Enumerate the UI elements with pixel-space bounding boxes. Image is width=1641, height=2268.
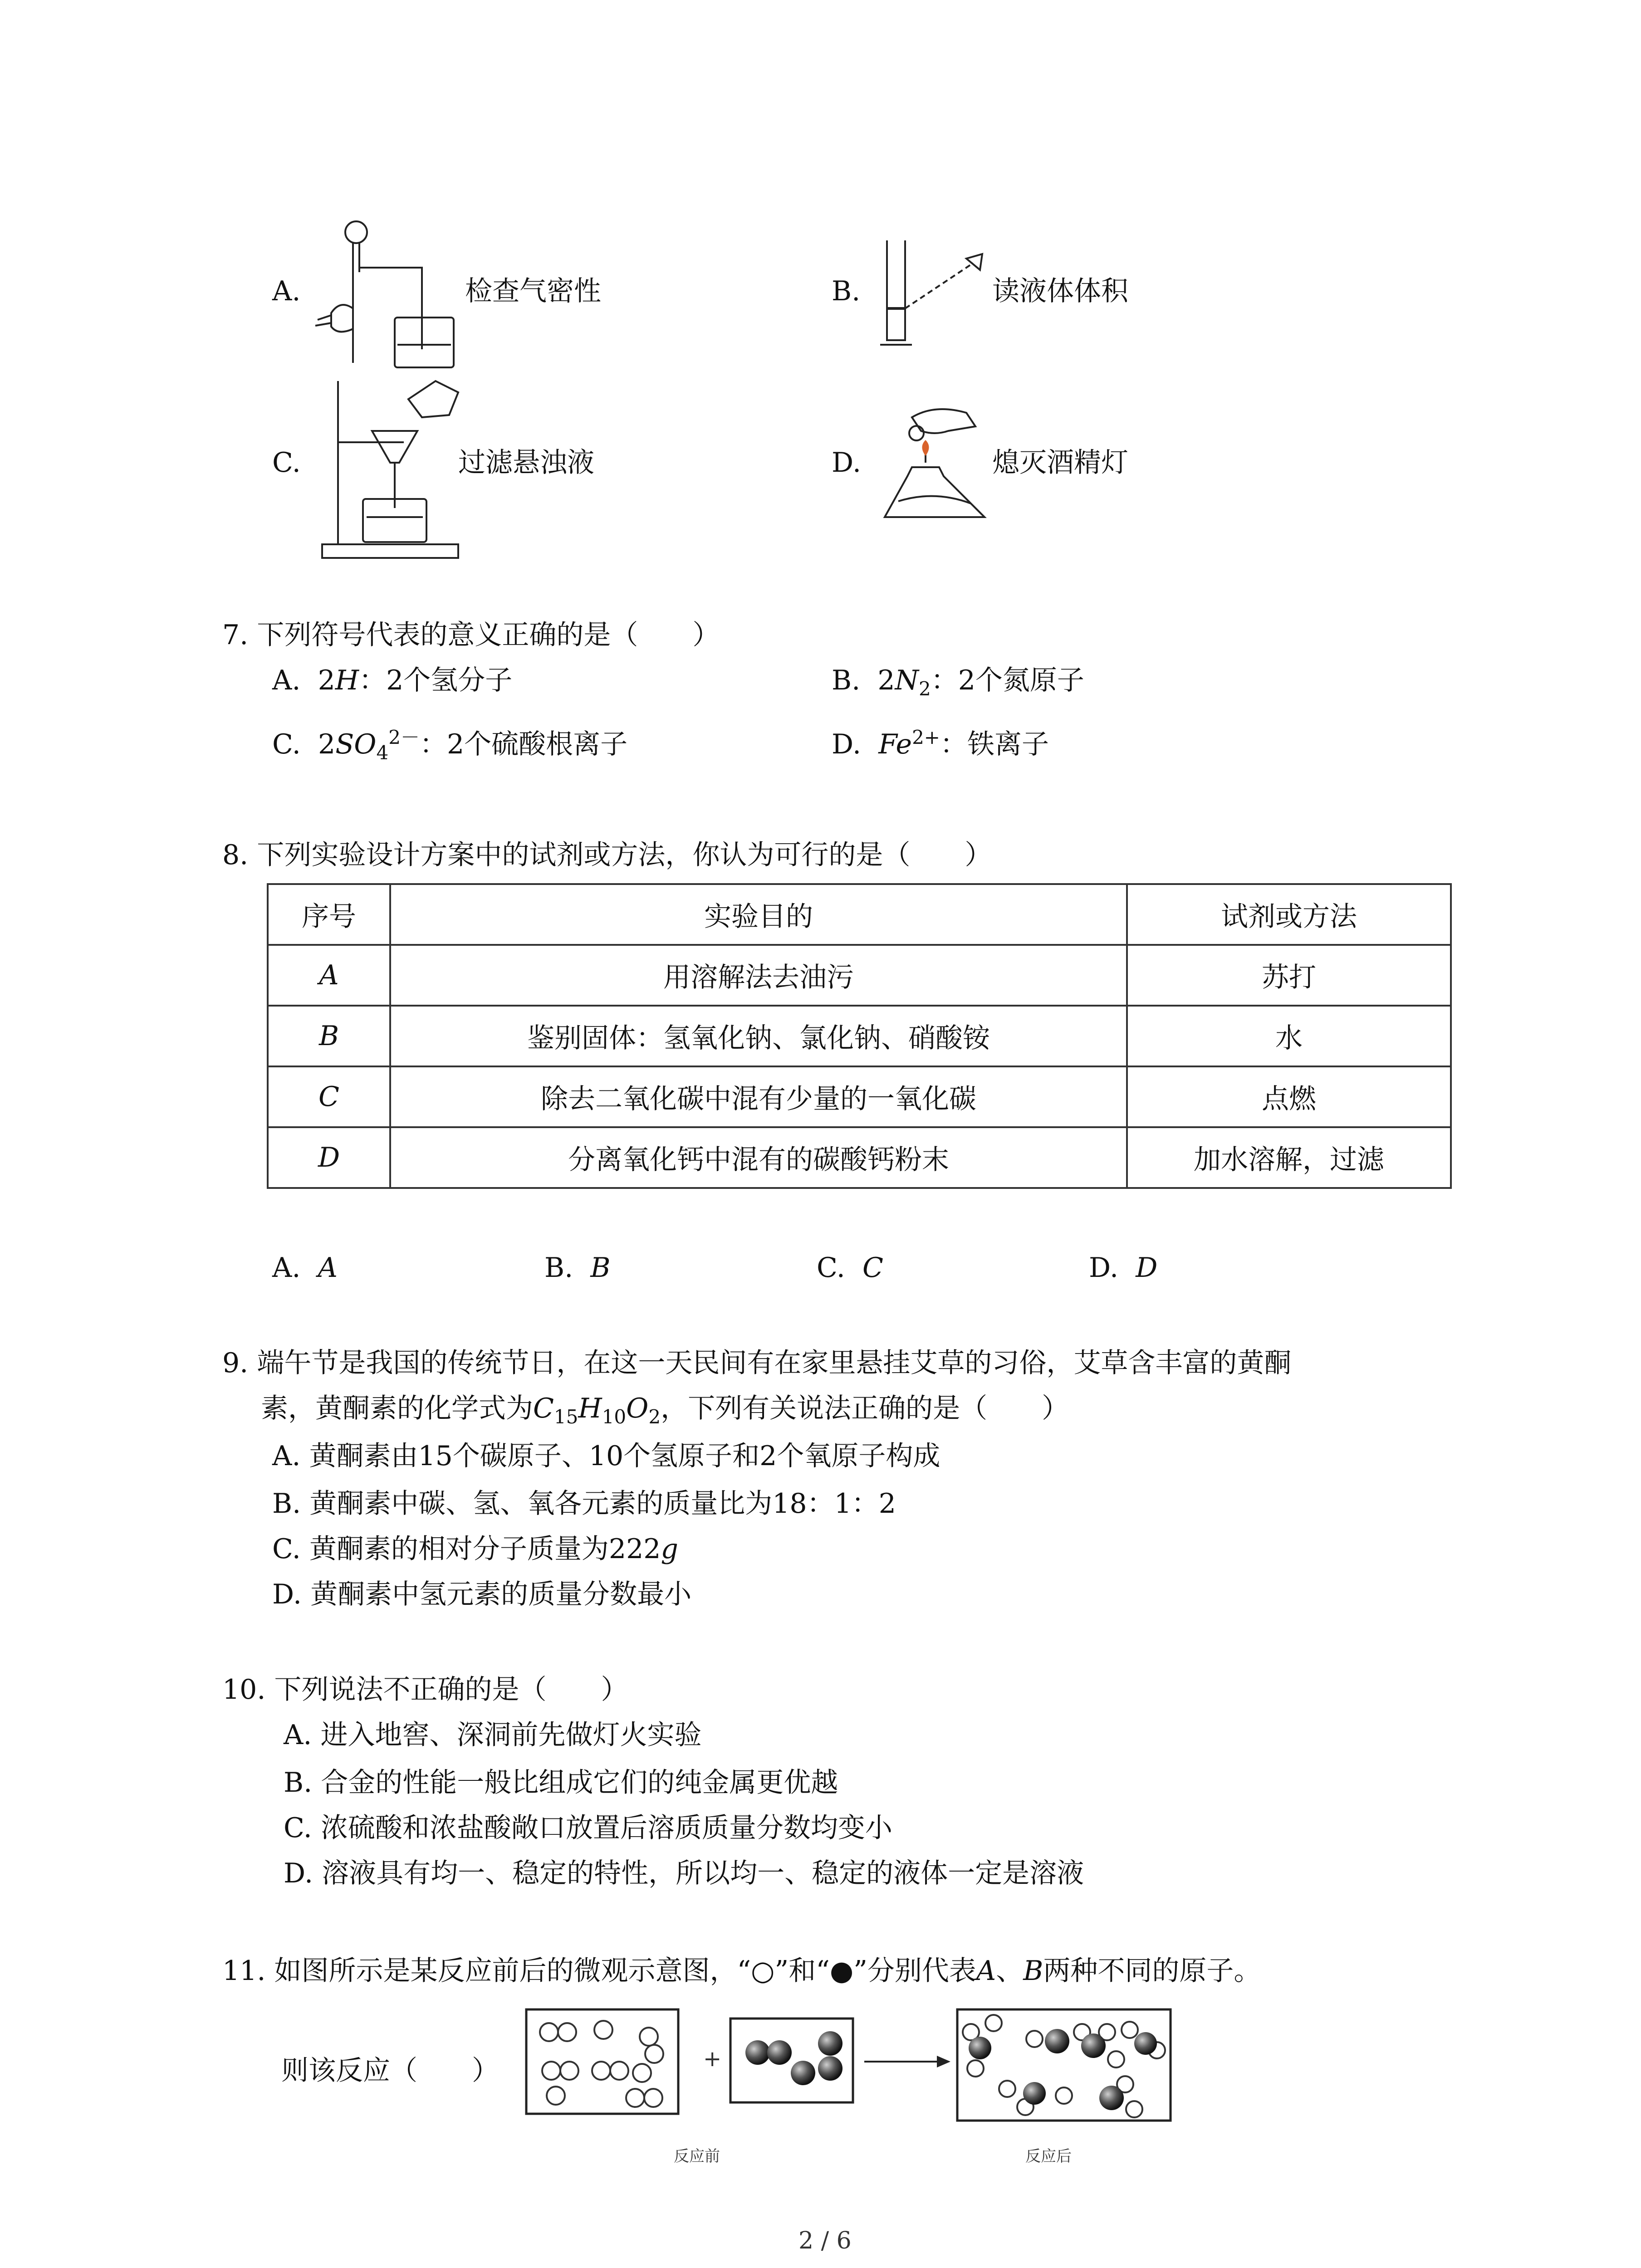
formula-h-sub: 10 [602,1406,627,1428]
q6-option-b-letter: B. [832,275,861,307]
formula-o-sub: 2 [648,1406,661,1428]
table-cell: 水 [1127,1006,1451,1066]
table-row [268,1127,1451,1188]
airtightness-apparatus-image [313,218,467,372]
table-header-row [268,884,1451,945]
q11-separator: 、 [996,1955,1024,1987]
table-row [268,1066,1451,1127]
q6-option-c-letter: C. [272,447,301,479]
q7-d-text: ：铁离子 [940,728,1049,760]
q7-c-coef: 2 [318,728,336,760]
label-before: 反应前 [674,2147,720,2165]
q10-stem: 10. 下列说法不正确的是（ ） [222,1674,628,1706]
page-number: 2 / 6 [798,2227,852,2254]
table-header-cell: 实验目的 [390,884,1127,945]
q9-option-c [272,1535,678,1563]
q8-option-c [817,1252,883,1284]
q6-option-b-caption: 读液体体积 [992,275,1128,307]
q11-stem-text: 11. 如图所示是某反应前后的微观示意图，“○”和“●”分别代表 [222,1955,976,1987]
q7-c-text: ：2个硫酸根离子 [419,728,628,760]
graduated-cylinder-image [878,236,991,354]
q7-b-subscript: 2 [919,678,931,700]
q9-option-c-unit: g [661,1533,678,1565]
table-cell: C [268,1066,390,1127]
table-cell: 苏打 [1127,945,1451,1006]
q6-option-d-letter: D. [832,447,862,479]
q8-option-c-letter: C. [817,1252,845,1284]
q7-stem: 7. 下列符号代表的意义正确的是（ ） [222,619,720,651]
q9-option-a: A. 黄酮素由15个碳原子、10个氢原子和2个氧原子构成 [272,1440,941,1472]
q10-option-a: A. 进入地窖、深洞前先做灯火实验 [284,1719,702,1751]
table-cell: 除去二氧化碳中混有少量的一氧化碳 [390,1066,1127,1127]
q9-stem-line1: 9. 端午节是我国的传统节日，在这一天民间有在家里悬挂艾草的习俗，艾草含丰富的黄酮 [222,1347,1292,1379]
q9-option-b: B. 黄酮素中碳、氢、氧各元素的质量比为18：1：2 [272,1488,896,1520]
q9-stem-text-end: ，下列有关说法正确的是（ ） [661,1393,1069,1424]
q7-option-c [272,728,627,763]
q7-c-superscript: 2－ [388,726,420,748]
table-row [268,945,1451,1006]
q8-table [267,883,1452,1189]
q11-atom-b: B [1023,1955,1043,1987]
q7-b-coef: 2 [877,665,895,696]
label-after: 反应后 [1025,2147,1072,2165]
table-cell: D [268,1127,390,1188]
q8-option-a-value: A [318,1252,338,1284]
q7-d-superscript: 2+ [912,726,940,748]
q6-option-a-caption: 检查气密性 [465,275,601,307]
q8-option-a-letter: A. [272,1252,301,1284]
q8-option-a [272,1252,338,1284]
filtration-apparatus-image [313,372,467,562]
q9-option-c-text: C. 黄酮素的相对分子质量为222 [272,1533,661,1565]
q6-option-c-caption: 过滤悬浊液 [458,447,594,479]
q10-option-b: B. 合金的性能一般比组成它们的纯金属更优越 [284,1767,838,1799]
q9-stem-line2 [261,1395,1069,1427]
q7-a-symbol: H [335,665,359,696]
table-cell: B [268,1006,390,1066]
q11-stem-text-end: 两种不同的原子。 [1043,1955,1261,1987]
formula-o: O [626,1393,649,1424]
table-cell: A [268,945,390,1006]
table-cell: 分离氧化钙中混有的碳酸钙粉末 [390,1127,1127,1188]
plus-sign: + [703,2046,722,2072]
table-header-cell: 试剂或方法 [1127,884,1451,945]
q7-option-c-letter: C. [272,728,301,760]
formula-c-sub: 15 [554,1406,578,1428]
q7-option-b-letter: B. [832,665,861,696]
q8-option-b [544,1252,611,1284]
table-cell: 用溶解法去油污 [390,945,1127,1006]
q10-option-d: D. 溶液具有均一、稳定的特性，所以均一、稳定的液体一定是溶液 [284,1857,1084,1889]
q6-option-d-caption: 熄灭酒精灯 [992,447,1128,479]
q7-option-d-letter: D. [832,728,862,760]
q7-c-symbol: SO [335,728,377,760]
q7-option-a-letter: A. [272,665,301,696]
q7-a-coef: 2 [318,665,335,696]
q10-option-c: C. 浓硫酸和浓盐酸敞口放置后溶质质量分数均变小 [284,1812,892,1844]
q11-atom-a: A [976,1955,996,1987]
q8-option-c-value: C [862,1252,883,1284]
q8-option-b-value: B [590,1252,611,1284]
q8-stem: 8. 下列实验设计方案中的试剂或方法，你认为可行的是（ ） [222,839,992,871]
q7-b-symbol: N [895,665,919,696]
q6-option-a-letter: A. [272,275,301,307]
table-cell: 加水溶解，过滤 [1127,1127,1451,1188]
q7-option-b [832,667,1084,699]
q7-d-symbol: Fe [878,728,912,760]
q7-a-text: ：2个氢分子 [359,665,513,696]
q11-stem [222,1955,1261,1987]
q7-b-text: ：2个氮原子 [931,665,1084,696]
table-cell: 鉴别固体：氢氧化钠、氯化钠、硝酸铵 [390,1006,1127,1066]
q8-option-d [1089,1252,1158,1284]
q8-option-b-letter: B. [544,1252,573,1284]
q7-c-subscript: 4 [376,742,389,764]
q8-option-d-letter: D. [1089,1252,1119,1284]
q8-option-d-value: D [1136,1252,1158,1284]
formula-h: H [578,1393,602,1424]
q7-option-d [832,728,1049,758]
q7-option-a [272,667,512,694]
q11-line2: 则该反应（ ） [281,2055,499,2087]
table-cell: 点燃 [1127,1066,1451,1127]
q9-option-d: D. 黄酮素中氢元素的质量分数最小 [272,1579,692,1610]
formula-c: C [533,1393,554,1424]
table-header-cell: 序号 [268,884,390,945]
table-row [268,1006,1451,1066]
alcohol-lamp-image [880,399,989,535]
reaction-micro-diagram [522,2005,1230,2173]
q9-stem-text: 素，黄酮素的化学式为 [261,1393,533,1424]
